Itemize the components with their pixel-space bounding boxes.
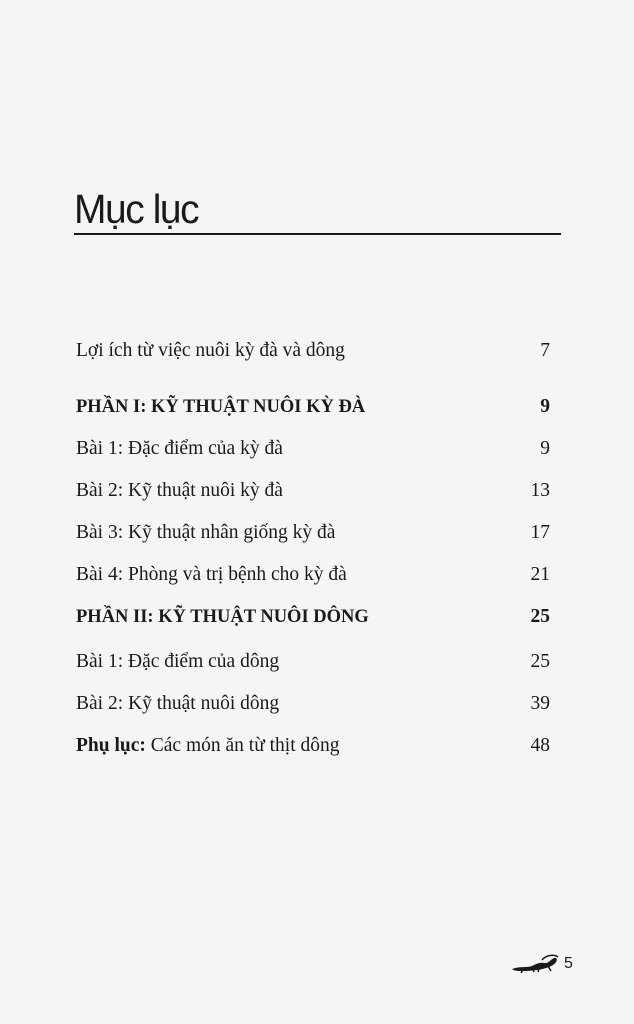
appendix-title: Các món ăn từ thịt dông [145,735,340,756]
toc-entry-label [76,735,340,757]
lizard-ornament-icon [510,954,562,974]
page-number: 5 [564,955,573,972]
toc-entry-label: PHẦN I: KỸ THUẬT NUÔI KỲ ĐÀ [76,397,366,417]
toc-entry[interactable] [76,564,550,598]
toc-entry-label: Bài 3: Kỹ thuật nhân giống kỳ đà [76,522,336,543]
toc-entry-page: 25 [530,651,550,672]
toc-entry-page: 13 [530,480,550,501]
toc-entry[interactable] [76,438,550,472]
toc-entry-page: 39 [530,693,550,714]
appendix-prefix: Phụ lục: [76,735,146,756]
toc-entry-page: 48 [530,735,550,756]
toc-entry-page: 25 [530,606,550,627]
page-footer [510,952,580,976]
toc-entry[interactable] [76,693,550,727]
toc-entry[interactable] [76,340,550,374]
toc-part-heading[interactable] [76,396,550,430]
toc-entry-label: Bài 2: Kỹ thuật nuôi dông [76,693,280,714]
page-title: Mục lục [74,186,199,232]
toc-entry-page: 9 [540,396,550,417]
toc-entry-label: Bài 1: Đặc điểm của kỳ đà [76,438,283,459]
toc-entry-label: PHẦN II: KỸ THUẬT NUÔI DÔNG [76,607,369,627]
toc-part-heading[interactable] [76,606,550,640]
toc-entry-label: Bài 2: Kỹ thuật nuôi kỳ đà [76,480,283,501]
toc-entry-page: 17 [530,522,550,543]
toc-entry[interactable] [76,651,550,685]
toc-entry-page: 9 [540,438,550,459]
toc-entry-page: 21 [530,564,550,585]
toc-appendix[interactable] [76,735,550,769]
toc-entry-label: Bài 4: Phòng và trị bệnh cho kỳ đà [76,564,347,585]
toc-entry-page: 7 [540,340,550,361]
toc-entry[interactable] [76,480,550,514]
toc-entry-label: Lợi ích từ việc nuôi kỳ đà và dông [76,340,345,361]
toc-entry[interactable] [76,522,550,556]
toc-entry-label: Bài 1: Đặc điểm của dông [76,651,280,672]
title-divider [74,233,561,235]
